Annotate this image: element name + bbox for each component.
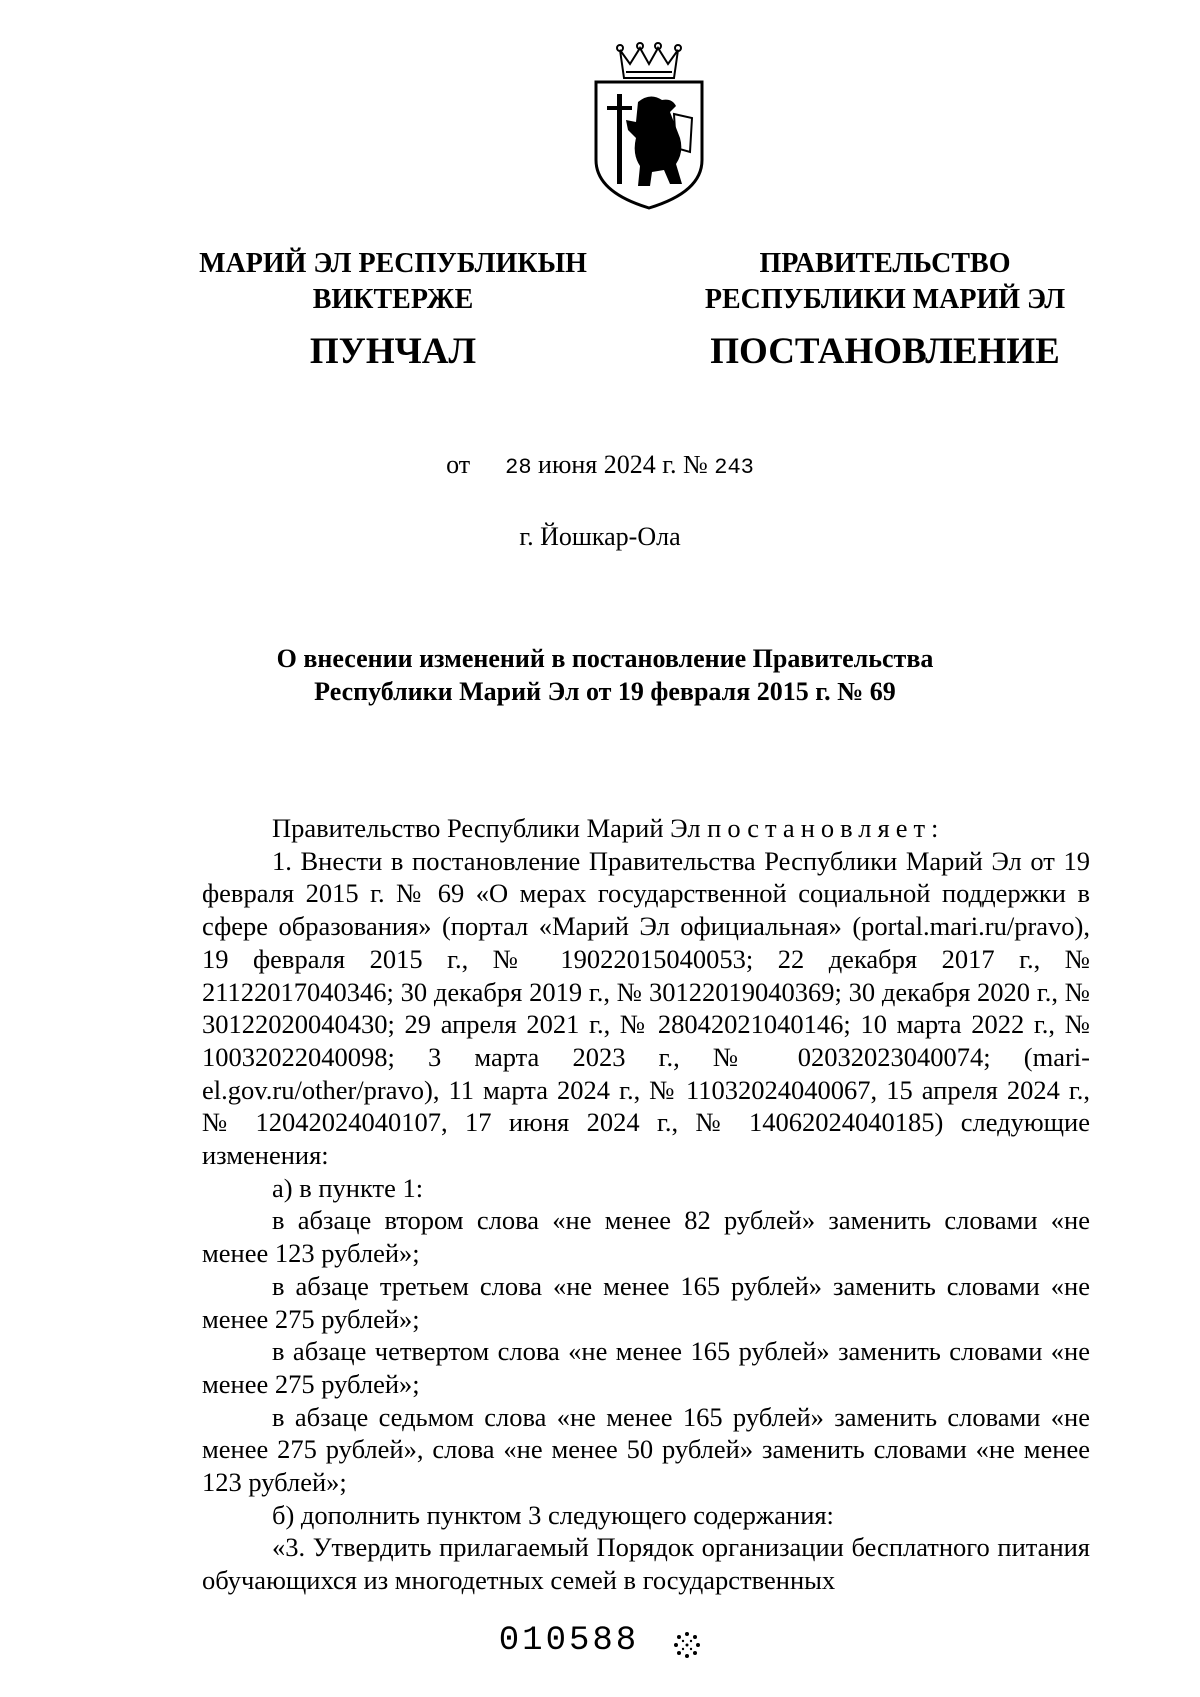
subparagraph-b: б) дополнить пунктом 3 следующего содержания:	[272, 1499, 834, 1530]
paragraph-1: 1. Внести в постановление Правительства Республики Марий Эл от 19 февраля 2015 г. № 69 «О мерах государственной социальной поддержки в сфере образования» (портал «Марий Эл официальная» (portal.mari.ru/pravo), 19 февраля 2015 г., № 19022015040053; 22 декабря 2017 г., № 21122017040346; 30 декабря 2019 г., № 30122019040369; 30 декабря 2020 г., № 30122020040430; 29 апреля 2021 г., № 28042021040146; 10 марта 2022 г., № 10032022040098; 3 марта 2023 г., № 02032023040074; (mari-el.gov.ru/other/pravo), 11 марта 2024 г., № 11032024040067, 15 апреля 2024 г., № 12042024040107, 17 июня 2024 г., № 14062024040185) следующие изменения:	[202, 845, 1090, 1171]
footer	[0, 1622, 1200, 1660]
header-left-line1: МАРИЙ ЭЛ РЕСПУБЛИКЫН	[199, 248, 587, 279]
title-line1: О внесении изменений в постановление Правительства	[276, 644, 934, 673]
preamble	[202, 812, 1090, 845]
document-number: 243	[714, 455, 754, 480]
header-left-line2: ВИКТЕРЖЕ	[312, 284, 474, 315]
subparagraph-b-item-1: «3. Утвердить прилагаемый Порядок организации бесплатного питания обучающихся из многодетных семей в государственных	[202, 1532, 1090, 1596]
header-right-doc-type: ПОСТАНОВЛЕНИЕ	[710, 331, 1060, 372]
header-right-line2: РЕСПУБЛИКИ МАРИЙ ЭЛ	[704, 284, 1066, 315]
subparagraph-a-item-4: в абзаце седьмом слова «не менее 165 рублей» заменить словами «не менее 275 рублей», слова «не менее 50 рублей» заменить словами «не менее 123 рублей»;	[202, 1401, 1090, 1498]
date-prefix: от	[446, 450, 471, 479]
preamble-text: Правительство Республики Марий Эл	[272, 813, 701, 843]
city: г. Йошкар-Ола	[519, 522, 681, 551]
subparagraph-a-item-2: в абзаце третьем слова «не менее 165 рублей» заменить словами «не менее 275 рублей»;	[202, 1270, 1090, 1334]
document-title	[260, 642, 950, 708]
date-day: 28	[505, 455, 532, 480]
title-line2: Республики Марий Эл от 19 февраля 2015 г. № 69	[314, 677, 896, 706]
security-star-icon	[673, 1631, 701, 1659]
preamble-spaced: постановляет:	[707, 813, 945, 843]
header-left-doc-type: ПУНЧАЛ	[309, 331, 477, 372]
header-left	[168, 246, 618, 373]
coat-of-arms-icon	[590, 42, 708, 212]
date-month-year: июня 2024 г. №	[538, 450, 708, 479]
header-right	[660, 246, 1110, 373]
subparagraph-a: а) в пункте 1:	[272, 1172, 424, 1203]
header-right-line1: ПРАВИТЕЛЬСТВО	[759, 248, 1011, 279]
date-line	[0, 450, 1200, 480]
subparagraph-a-item-3: в абзаце четвертом слова «не менее 165 рублей» заменить словами «не менее 275 рублей»;	[202, 1336, 1090, 1399]
serial-number: 010588	[498, 1622, 640, 1660]
document-body	[202, 812, 1090, 1597]
subparagraph-a-item-1: в абзаце втором слова «не менее 82 рублей» заменить словами «не менее 123 рублей»;	[202, 1205, 1090, 1269]
